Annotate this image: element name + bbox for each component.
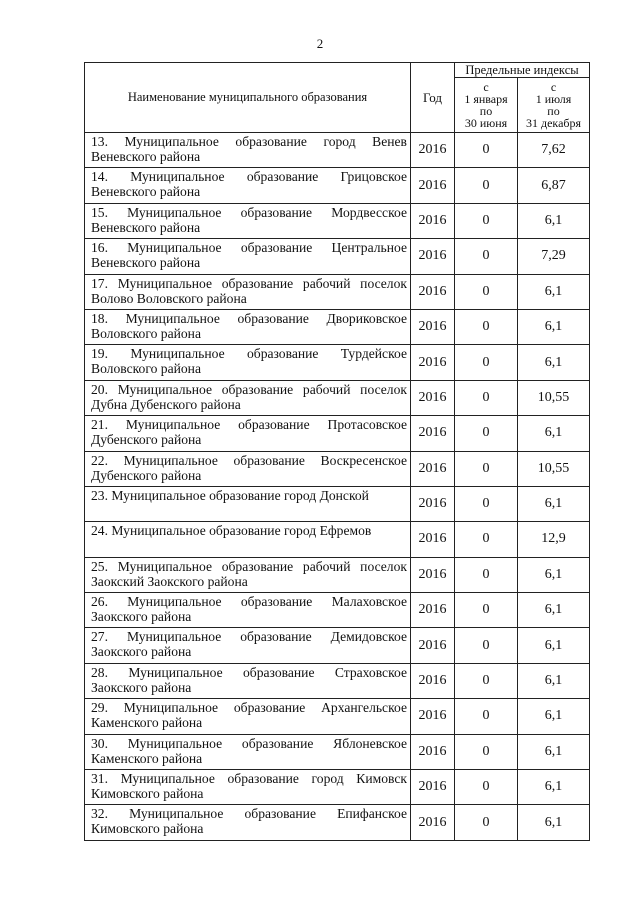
row-index-h2: 6,1 [518, 805, 590, 840]
row-index-h1: 0 [455, 133, 518, 168]
table-row [85, 734, 590, 769]
header-period-2-line: по [547, 104, 560, 118]
row-index-h2: 6,1 [518, 770, 590, 805]
row-number: 21. [91, 417, 108, 433]
row-year: 2016 [411, 770, 455, 805]
header-period-2-line: с [550, 80, 557, 94]
table-row [85, 239, 590, 274]
row-name-cell [85, 699, 411, 734]
table-row [85, 133, 590, 168]
row-year: 2016 [411, 699, 455, 734]
row-index-h1: 0 [455, 699, 518, 734]
row-index-h1: 0 [455, 345, 518, 380]
row-index-h1: 0 [455, 486, 518, 521]
row-index-h1: 0 [455, 274, 518, 309]
row-number: 30. [91, 735, 108, 751]
row-year: 2016 [411, 593, 455, 628]
row-index-h2: 6,1 [518, 557, 590, 592]
row-name: Муниципальное образование Мордвесское Веневского района [91, 204, 407, 235]
indices-table [84, 62, 590, 841]
header-name: Наименование муниципального образования [85, 63, 411, 133]
row-year: 2016 [411, 451, 455, 486]
table-row [85, 345, 590, 380]
row-number: 18. [91, 310, 108, 326]
row-year: 2016 [411, 168, 455, 203]
row-number: 26. [91, 594, 108, 610]
table-row [85, 805, 590, 840]
row-name-cell [85, 274, 411, 309]
row-index-h2: 12,9 [518, 522, 590, 557]
row-index-h1: 0 [455, 522, 518, 557]
row-name: Муниципальное образование рабочий поселок Дубна Дубенского района [91, 381, 407, 412]
row-year: 2016 [411, 133, 455, 168]
row-year: 2016 [411, 557, 455, 592]
row-name-cell [85, 239, 411, 274]
row-year: 2016 [411, 734, 455, 769]
row-name-cell [85, 380, 411, 415]
table-row [85, 628, 590, 663]
row-name: Муниципальное образование город Венев Веневского района [91, 134, 407, 164]
row-number: 17. [91, 275, 108, 291]
row-index-h2: 6,1 [518, 593, 590, 628]
row-year: 2016 [411, 345, 455, 380]
header-period-1-line: по [479, 104, 493, 118]
header-period-2 [518, 78, 590, 133]
row-year: 2016 [411, 309, 455, 344]
row-number: 22. [91, 452, 108, 468]
table-row [85, 309, 590, 344]
row-name: Муниципальное образование город Донской [111, 487, 369, 503]
row-index-h2: 6,1 [518, 274, 590, 309]
table-row [85, 663, 590, 698]
row-name-cell [85, 770, 411, 805]
row-name-cell [85, 203, 411, 238]
row-name: Муниципальное образование Двориковское Воловского района [91, 310, 407, 341]
table-row [85, 203, 590, 238]
row-name-cell [85, 628, 411, 663]
row-name: Муниципальное образование Протасовское Дубенского района [91, 417, 407, 448]
row-year: 2016 [411, 628, 455, 663]
row-name: Муниципальное образование город Кимовск Кимовского района [91, 771, 407, 802]
row-name: Муниципальное образование город Ефремов [111, 523, 372, 539]
header-period-1-line: 1 января [464, 92, 508, 106]
row-index-h1: 0 [455, 416, 518, 451]
row-number: 27. [91, 629, 108, 645]
table-row [85, 593, 590, 628]
row-name: Муниципальное образование рабочий поселок Заокский Заокского района [91, 558, 407, 589]
row-index-h2: 6,1 [518, 734, 590, 769]
row-year: 2016 [411, 274, 455, 309]
row-index-h1: 0 [455, 203, 518, 238]
row-index-h1: 0 [455, 309, 518, 344]
row-name: Муниципальное образование Епифанское Кимовского района [91, 806, 407, 837]
row-name-cell [85, 345, 411, 380]
row-name-cell [85, 557, 411, 592]
row-index-h1: 0 [455, 168, 518, 203]
row-index-h1: 0 [455, 628, 518, 663]
row-number: 16. [91, 240, 108, 256]
row-number: 28. [91, 664, 108, 680]
row-name: Муниципальное образование Страховское Заокского района [91, 664, 408, 695]
header-period-1-line: с [483, 80, 489, 94]
row-name: Муниципальное образование Турдейское Воловского района [91, 346, 407, 377]
row-number: 20. [91, 381, 108, 397]
row-index-h1: 0 [455, 770, 518, 805]
table-row [85, 522, 590, 557]
table-body [85, 133, 590, 841]
table-row [85, 699, 590, 734]
row-name: Муниципальное образование Центральное Веневского района [91, 240, 407, 271]
row-name-cell [85, 522, 411, 557]
row-name-cell [85, 593, 411, 628]
header-period-2-line: 31 декабря [525, 116, 582, 130]
row-name-cell [85, 486, 411, 521]
row-index-h2: 6,1 [518, 345, 590, 380]
row-index-h2: 6,1 [518, 203, 590, 238]
row-index-h2: 6,1 [518, 699, 590, 734]
row-number: 23. [91, 487, 108, 503]
table-row [85, 416, 590, 451]
row-name: Муниципальное образование Малаховское Заокского района [91, 594, 407, 625]
header-year: Год [411, 63, 455, 133]
row-index-h1: 0 [455, 239, 518, 274]
row-name-cell [85, 451, 411, 486]
row-year: 2016 [411, 380, 455, 415]
row-index-h1: 0 [455, 734, 518, 769]
row-year: 2016 [411, 486, 455, 521]
header-period-2-line: 1 июля [535, 92, 572, 106]
row-name: Муниципальное образование Грицовское Веневского района [91, 169, 407, 200]
row-index-h2: 6,1 [518, 628, 590, 663]
row-name-cell [85, 663, 411, 698]
row-index-h2: 6,1 [518, 416, 590, 451]
row-year: 2016 [411, 203, 455, 238]
header-period-1-line: 30 июня [464, 116, 508, 130]
header-period-1 [455, 78, 518, 133]
row-name-cell [85, 416, 411, 451]
table-row [85, 557, 590, 592]
row-index-h1: 0 [455, 805, 518, 840]
row-index-h2: 6,87 [518, 168, 590, 203]
table-row [85, 168, 590, 203]
row-index-h2: 6,1 [518, 486, 590, 521]
row-name: Муниципальное образование Демидовское Заокского района [91, 629, 407, 660]
row-year: 2016 [411, 522, 455, 557]
row-name: Муниципальное образование Архангельское Каменского района [91, 700, 407, 731]
page-number: 2 [316, 36, 324, 51]
table-header [85, 63, 590, 133]
row-name: Муниципальное образование рабочий поселок Волово Воловского района [91, 275, 407, 306]
row-number: 32. [91, 806, 108, 822]
row-index-h2: 6,1 [518, 663, 590, 698]
row-number: 15. [91, 204, 108, 220]
row-index-h1: 0 [455, 593, 518, 628]
row-number: 29. [91, 700, 108, 716]
row-index-h2: 6,1 [518, 309, 590, 344]
row-number: 19. [91, 346, 108, 362]
row-index-h1: 0 [455, 663, 518, 698]
row-name-cell [85, 133, 411, 168]
row-name: Муниципальное образование Воскресенское Дубенского района [91, 452, 407, 483]
table-row [85, 486, 590, 521]
row-number: 25. [91, 558, 108, 574]
row-year: 2016 [411, 416, 455, 451]
table-row [85, 770, 590, 805]
row-index-h2: 7,62 [518, 133, 590, 168]
row-index-h2: 10,55 [518, 451, 590, 486]
header-limit-indices: Предельные индексы [455, 63, 590, 78]
table-row [85, 451, 590, 486]
row-name-cell [85, 734, 411, 769]
row-index-h1: 0 [455, 451, 518, 486]
row-number: 13. [91, 134, 108, 149]
row-number: 14. [91, 169, 108, 185]
row-name: Муниципальное образование Яблоневское Каменского района [91, 735, 407, 766]
row-year: 2016 [411, 805, 455, 840]
row-year: 2016 [411, 663, 455, 698]
row-year: 2016 [411, 239, 455, 274]
row-name-cell [85, 309, 411, 344]
table-row [85, 274, 590, 309]
row-number: 24. [91, 523, 108, 539]
row-number: 31. [91, 771, 108, 787]
row-name-cell [85, 805, 411, 840]
row-index-h1: 0 [455, 380, 518, 415]
row-name-cell [85, 168, 411, 203]
row-index-h2: 7,29 [518, 239, 590, 274]
table-row [85, 380, 590, 415]
row-index-h2: 10,55 [518, 380, 590, 415]
row-index-h1: 0 [455, 557, 518, 592]
